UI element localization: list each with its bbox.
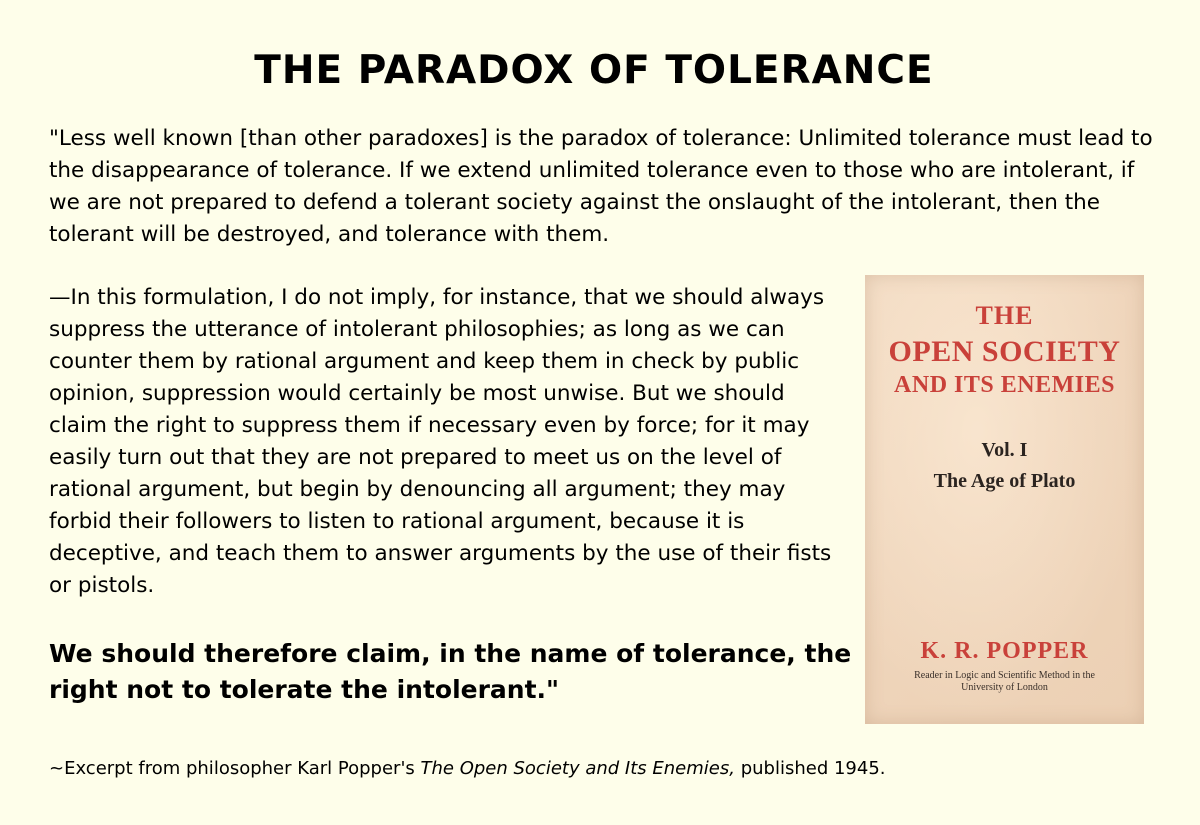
source-book-title: The Open Society and Its Enemies, [420,758,735,779]
source-prefix: ~Excerpt from philosopher Karl Popper's [49,758,421,779]
cover-author: K. R. POPPER [920,638,1089,664]
cover-volume: Vol. I [981,439,1028,461]
quote-paragraph-2: —In this formulation, I do not imply, for instance, that we should always suppress the utterance of intolerant philosophies; as long as we can counter them by rational argument and keep them in check by public opinion, suppression would certainly be most unwise. But we should claim the right to suppress them if necessary even by force; for it may easily turn out that they are not prepared to meet us on the level of rational argument, but begin by denouncing all argument; they may forbid their followers to listen to rational argument, because it is deceptive, and teach them to answer arguments by the use of their fists or pistols. [49,285,832,598]
book-cover-image [865,275,1144,724]
cover-title-line-3: AND ITS ENEMIES [894,372,1115,398]
quote-paragraph-1: "Less well known [than other paradoxes] is the paradox of tolerance: Unlimited tolerance must lead to the disappearance of tolerance. If we extend unlimited tolerance even to those who are intolerant, if we are not prepared to defend a tolerant society against the onslaught of the intolerant, then the tolerant will be destroyed, and tolerance with them. [49,126,1153,247]
cover-title-line-2: OPEN SOCIETY [888,335,1121,368]
cover-author-credit [885,670,1124,694]
cover-subtitle: The Age of Plato [933,470,1076,492]
cover-author-credit-line-2: University of London [961,682,1048,693]
cover-author-credit-line-1: Reader in Logic and Scientific Method in the [914,670,1095,681]
cover-title-line-1: THE [975,301,1034,330]
quote-conclusion: We should therefore claim, in the name of tolerance, the right not to tolerate the intolerant." [49,639,852,704]
page-title: THE PARADOX OF TOLERANCE [254,48,934,93]
source-attribution [49,756,1049,782]
source-suffix: published 1945. [734,758,886,779]
